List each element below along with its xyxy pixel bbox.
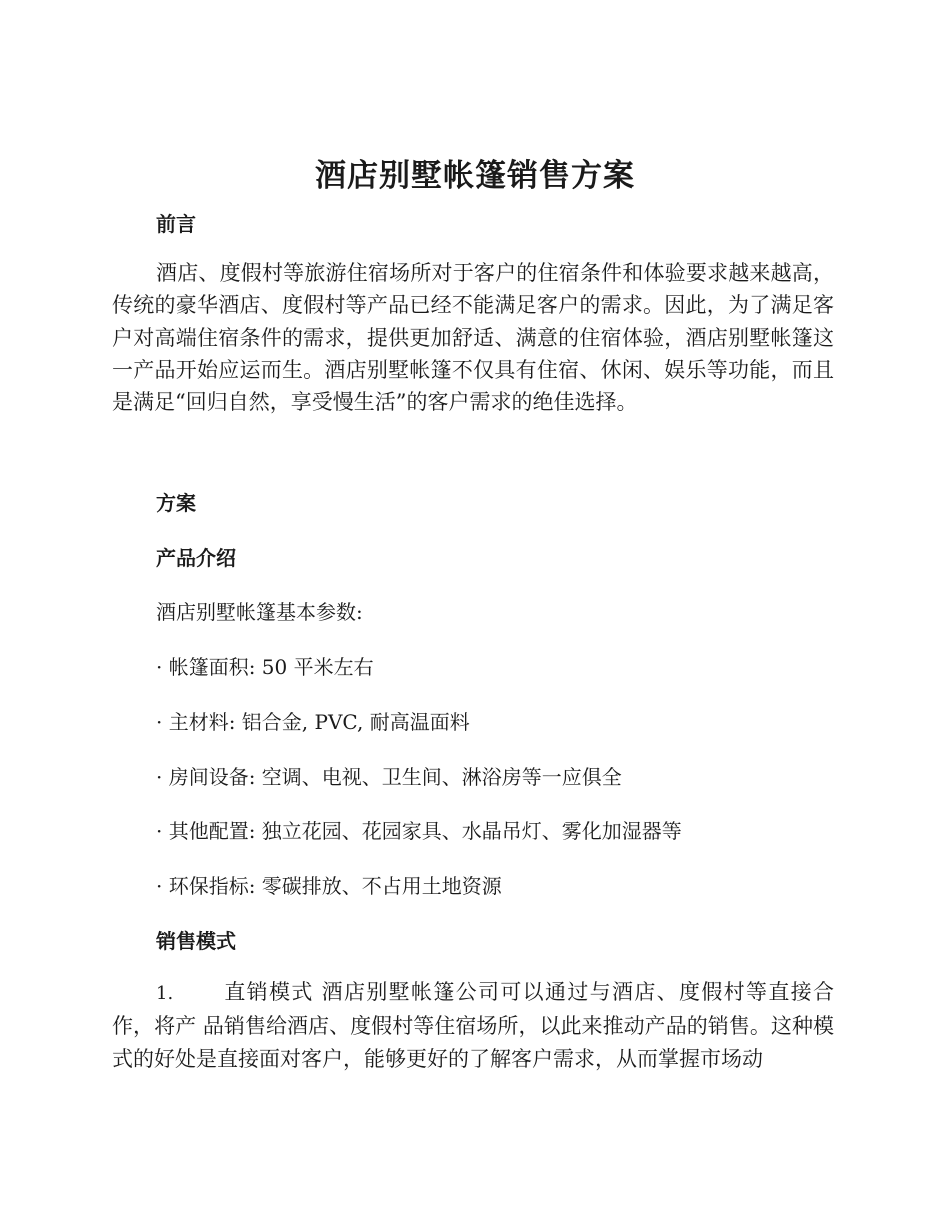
document-title: 酒店别墅帐篷销售方案 bbox=[315, 158, 635, 194]
param-material: · 主材料: 铝合金, PVC, 耐高温面料 bbox=[156, 710, 470, 734]
list-number: 1. bbox=[156, 983, 174, 1004]
product-heading: 产品介绍 bbox=[156, 546, 236, 570]
preface-heading: 前言 bbox=[156, 212, 196, 236]
param-area: · 帐篷面积: 50 平米左右 bbox=[156, 655, 374, 679]
preface-paragraph: 酒店、度假村等旅游住宿场所对于客户的住宿条件和体验要求越来越高，传统的豪华酒店、度假村等产品已经不能满足客户的需求。因此，为了满足客户对高端住宿条件的需求，提供更加舒适、满意的住宿体验，酒店别墅帐篷这一产品开始应运而生。酒店别墅帐篷不仅具有住宿、休闲、娱乐等功能，而且是满足“回归自然，享受慢生活”的客户需求的绝佳选择。 bbox=[112, 261, 834, 415]
sales-item-1 bbox=[112, 976, 834, 1075]
params-intro: 酒店别墅帐篷基本参数: bbox=[156, 600, 363, 624]
sales-heading: 销售模式 bbox=[156, 929, 236, 953]
param-environment: · 环保指标: 零碳排放、不占用土地资源 bbox=[156, 874, 502, 898]
sales-item-text: 直销模式 酒店别墅帐篷公司可以通过与酒店、度假村等直接合作，将产 品销售给酒店、度假村等住宿场所，以此来推动产品的销售。这种模式的好处是直接面对客户，能够更好的了解客户需求，从而掌握市场动 bbox=[112, 980, 834, 1071]
plan-heading: 方案 bbox=[156, 491, 196, 515]
param-equipment: · 房间设备: 空调、电视、卫生间、淋浴房等一应俱全 bbox=[156, 765, 622, 789]
param-other-config: · 其他配置: 独立花园、花园家具、水晶吊灯、雾化加湿器等 bbox=[156, 819, 682, 843]
